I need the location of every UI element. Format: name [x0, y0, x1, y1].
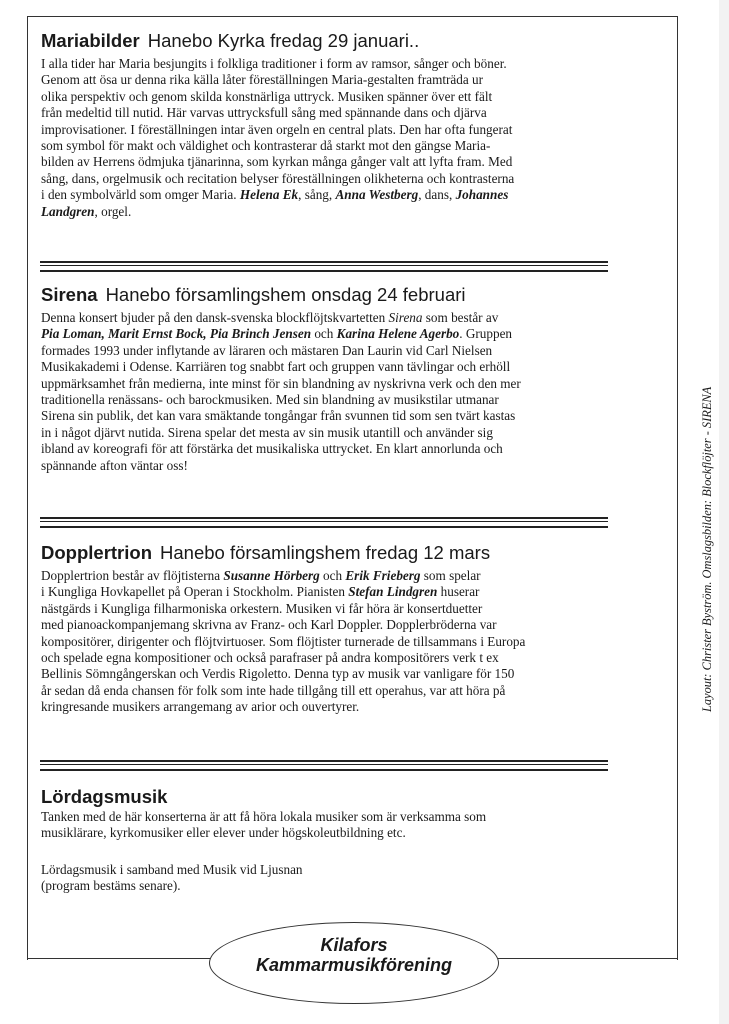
body-line — [41, 310, 621, 326]
section-title: Dopplertrion — [41, 542, 152, 563]
performer-name: Susanne Hörberg — [223, 568, 320, 583]
section-title: Lördagsmusik — [41, 786, 168, 807]
section-heading — [41, 284, 621, 306]
text-run: Dopplertrion består av flöjtisterna — [41, 568, 224, 583]
text-run: som spelar — [420, 568, 481, 583]
text-run: som består av — [422, 310, 499, 325]
body-line — [41, 584, 621, 600]
section-mariabilder — [41, 30, 621, 220]
body-line: med pianoackompanjemang skrivna av Franz- och Karl Doppler. Dopplerbröderna var — [41, 617, 497, 633]
body-line — [41, 187, 621, 203]
frame-bottom-right — [493, 958, 678, 959]
text-run: och — [311, 326, 337, 342]
section-subtitle: Hanebo församlingshem onsdag 24 februari — [105, 284, 466, 305]
performer-name: Landgren — [41, 203, 95, 219]
section-dopplertrion — [41, 542, 621, 716]
body-line: ibland av koreografi för att förstärka det musikaliska uttrycket. En klart annorlunda och — [41, 441, 503, 457]
footer-line-1: Kilafors — [320, 935, 388, 955]
body-line: olika perspektiv och genom skilda konstnärliga uttryck. Musiken spänner över ett fält — [41, 88, 493, 104]
frame-bottom-left — [27, 958, 213, 959]
performer-name: Anna Westberg — [335, 187, 419, 203]
text-run: i Kungliga Hovkapellet på Operan i Stockholm. Pianisten — [41, 584, 349, 600]
body-line: spännande afton väntar oss! — [41, 457, 188, 473]
body-line: sång, dans, orgelmusik och recitation belyser föreställningen olikheterna och kontrasterna — [41, 170, 515, 186]
section-note — [41, 862, 621, 895]
performer-name: Helena Ek — [239, 187, 299, 203]
body-line: år sedan då enda chansen för folk som inte hade tillgång till ett operahus, var att höra på — [41, 682, 506, 698]
section-heading — [41, 30, 621, 52]
performer-name: Stefan Lindgren — [348, 584, 438, 600]
body-line: som symbol för makt och väldighet och kontrasterar då starkt mot den gängse Maria- — [41, 138, 491, 154]
section-divider — [40, 760, 608, 771]
section-heading — [41, 786, 621, 808]
text-run: , orgel. — [94, 203, 132, 219]
group-name: Sirena — [388, 310, 423, 325]
section-heading — [41, 542, 621, 564]
body-line: Musikakademi i Odense. Karriären tog snabbt fart och gruppen vann tävlingar och erhöll — [41, 359, 511, 375]
text-run: . Gruppen — [459, 326, 513, 342]
body-line: och spelade egna kompositioner och också parafraser på andra kompositörers verk t ex — [41, 650, 499, 666]
performer-name: Karina Helene Agerbo — [336, 326, 460, 342]
footer-line-2: Kammarmusikförening — [255, 955, 453, 975]
note-line: Lördagsmusik i samband med Musik vid Ljusnan — [41, 861, 303, 877]
section-subtitle: Hanebo Kyrka fredag 29 januari.. — [147, 30, 420, 51]
body-line: in i något djärvt nutida. Sirena spelar det mesta av sin musik utantill och använder sig — [41, 424, 493, 440]
section-title: Mariabilder — [41, 30, 140, 51]
footer-oval — [209, 922, 499, 1004]
section-body — [41, 809, 621, 842]
note-line: (program bestäms senare). — [41, 878, 181, 894]
body-line: improvisationer. I föreställningen intar även orgeln en central plats. Den har ofta fungerat — [41, 121, 513, 137]
section-divider — [40, 517, 608, 528]
body-line: traditionella renässans- och barockmusiken. Med sin blandning av musikstilar utmanar — [41, 392, 499, 408]
performer-name: Johannes — [455, 187, 509, 203]
performer-name: Erik Frieberg — [345, 568, 421, 583]
text-run: och — [319, 568, 346, 583]
body-line: Sirena sin publik, det kan vara smäktande tongångar från svunnen tid som sen tvärt kastas — [41, 408, 516, 424]
body-line: musiklärare, kyrkomusiker eller elever under högskoleutbildning etc. — [41, 825, 406, 841]
section-sirena — [41, 284, 621, 474]
section-body — [41, 568, 621, 716]
text-run: , dans, — [418, 187, 456, 203]
body-line — [41, 204, 621, 220]
section-lordagsmusik — [41, 786, 621, 895]
body-line: bilden av Herrens ödmjuka tjänarinna, som kyrkan många gånger valt att lyfta fram. Med — [41, 154, 513, 170]
body-line: formades 1993 under inflytande av läraren och mästaren Dan Laurin vid Carl Nielsen — [41, 342, 493, 358]
text-run: i den symbolvärld som omger Maria. — [41, 187, 240, 203]
body-line: kompositörer, dirigenter och flöjtvirtuoser. Som flöjtister turnerade de tillsammans i Europa — [41, 633, 526, 649]
section-divider — [40, 261, 608, 272]
body-line: uppmärksamhet från medierna, inte minst för sin blandning av nyskrivna verk och den mer — [41, 375, 521, 391]
section-body — [41, 310, 621, 474]
body-line: I alla tider har Maria besjungits i folkliga traditioner i form av ramsor, sånger och böner. — [41, 56, 507, 71]
body-line: kringresande musikers arrangemang av arior och ouvertyrer. — [41, 699, 360, 715]
section-title: Sirena — [41, 284, 98, 305]
performer-name: Pia Loman, Marit Ernst Bock, Pia Brinch Jensen — [41, 326, 312, 342]
body-line — [41, 326, 621, 342]
text-run: Denna konsert bjuder på den dansk-svenska blockflöjtskvartetten — [41, 310, 389, 325]
side-credit: Layout: Christer Byström. Omslagsbilden: Blockflöjter - SIRENA — [700, 386, 714, 712]
text-run: , sång, — [298, 187, 336, 203]
section-subtitle: Hanebo församlingshem fredag 12 mars — [160, 542, 491, 563]
page-edge — [719, 0, 729, 1024]
body-line: Genom att ösa ur denna rika källa låter föreställningen Maria-gestalten framträda ur — [41, 72, 483, 88]
section-body — [41, 56, 621, 220]
body-line: Tanken med de här konserterna är att få höra lokala musiker som är verksamma som — [41, 809, 487, 824]
body-line: nästgärds i Kungliga filharmoniska orkestern. Musiken vi får höra är konsertduetter — [41, 600, 483, 616]
text-run: huserar — [437, 584, 480, 600]
body-line — [41, 568, 621, 584]
body-line: Bellinis Sömngångerskan och Verdis Rigoletto. Denna typ av musik var vanligare för 150 — [41, 666, 515, 682]
body-line: från medeltid till nutid. Här varvas uttrycksfull sång med spännande dans och djärva — [41, 105, 487, 121]
